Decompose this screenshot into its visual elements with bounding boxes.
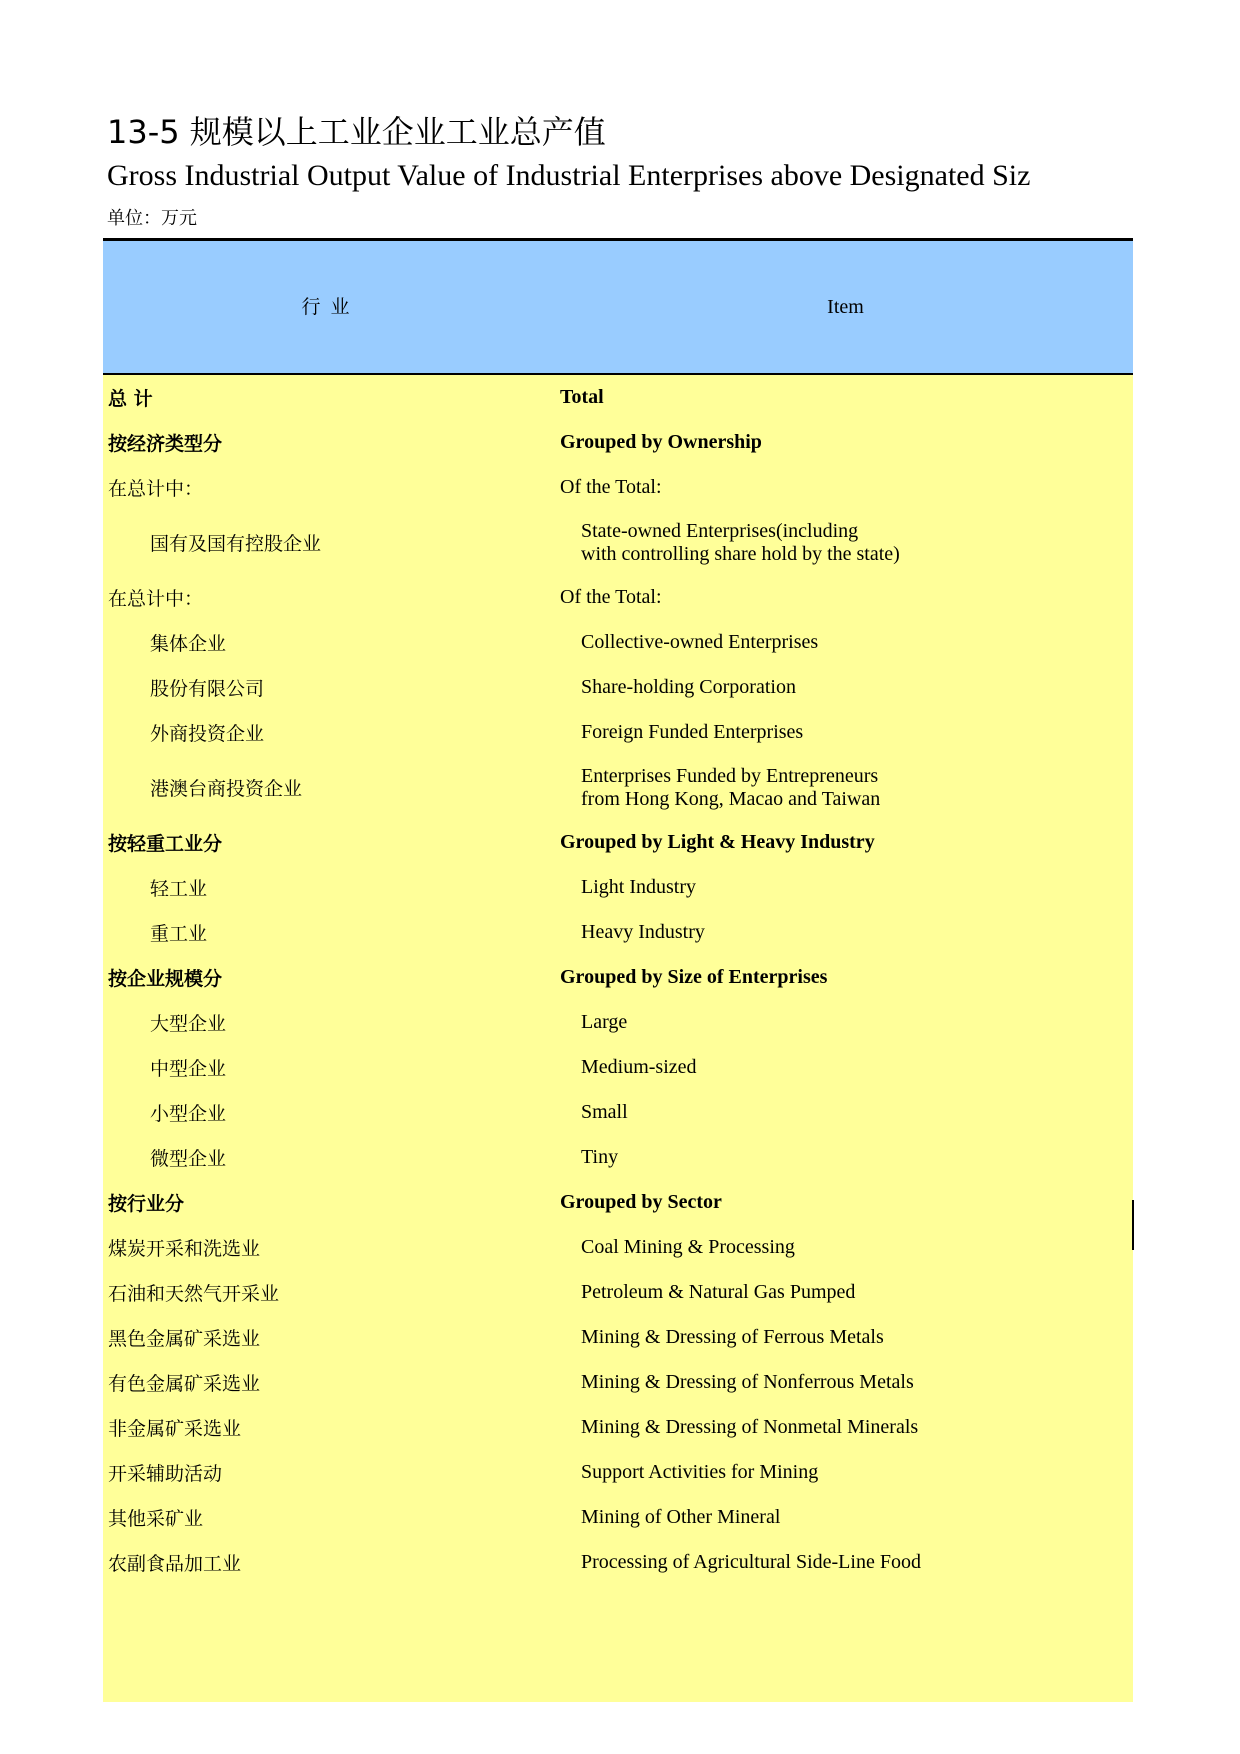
table-row bbox=[103, 1495, 1133, 1540]
row-label-cn: 外商投资企业 bbox=[150, 723, 265, 745]
table-row bbox=[103, 1045, 1133, 1090]
row-label-en: Grouped by Light & Heavy Industry bbox=[560, 831, 875, 853]
row-label-en: Mining of Other Mineral bbox=[581, 1506, 781, 1528]
row-label-cn: 农副食品加工业 bbox=[108, 1553, 242, 1575]
table-row bbox=[103, 1135, 1133, 1180]
table-row bbox=[103, 465, 1133, 510]
section-heading-row bbox=[103, 955, 1133, 1000]
row-label-cn: 在总计中： bbox=[108, 588, 204, 610]
table-row bbox=[103, 755, 1133, 820]
row-label-cn: 按轻重工业分 bbox=[108, 833, 223, 855]
row-label-cn: 轻工业 bbox=[150, 878, 208, 900]
row-label-en: Large bbox=[581, 1011, 628, 1033]
row-label-cn: 石油和天然气开采业 bbox=[108, 1283, 280, 1305]
row-label-en: Tiny bbox=[581, 1146, 619, 1168]
page-title-chinese: 13-5 规模以上工业企业工业总产值 bbox=[107, 113, 606, 151]
row-label-cn: 按行业分 bbox=[108, 1193, 185, 1215]
row-label-en: Enterprises Funded by Entrepreneurs from Hong Kong, Macao and Taiwan bbox=[581, 764, 881, 810]
row-label-en: Share-holding Corporation bbox=[581, 676, 796, 698]
row-label-en: Small bbox=[581, 1101, 628, 1123]
row-label-cn: 国有及国有控股企业 bbox=[150, 533, 322, 555]
section-heading-row bbox=[103, 1180, 1133, 1225]
row-label-cn: 在总计中： bbox=[108, 478, 204, 500]
row-label-cn: 按经济类型分 bbox=[108, 433, 223, 455]
row-label-en: Mining & Dressing of Ferrous Metals bbox=[581, 1326, 884, 1348]
table-row bbox=[103, 665, 1133, 710]
row-label-en: Mining & Dressing of Nonferrous Metals bbox=[581, 1371, 914, 1393]
row-label-en: Of the Total: bbox=[560, 586, 662, 608]
table-row bbox=[103, 1540, 1133, 1585]
unit-label: 单位：万元 bbox=[107, 208, 197, 229]
row-label-cn: 集体企业 bbox=[150, 633, 227, 655]
table-row bbox=[103, 910, 1133, 955]
row-label-cn: 总 计 bbox=[108, 388, 153, 410]
table-row bbox=[103, 575, 1133, 620]
table-row bbox=[103, 1360, 1133, 1405]
row-label-en: Mining & Dressing of Nonmetal Minerals bbox=[581, 1416, 919, 1438]
row-label-cn: 非金属矿采选业 bbox=[108, 1418, 242, 1440]
table-row bbox=[103, 1225, 1133, 1270]
row-label-en: Heavy Industry bbox=[581, 921, 705, 943]
row-label-cn: 煤炭开采和洗选业 bbox=[108, 1238, 261, 1260]
table-row bbox=[103, 620, 1133, 665]
row-label-en: Grouped by Ownership bbox=[560, 431, 762, 453]
row-label-en: Grouped by Sector bbox=[560, 1191, 722, 1213]
row-label-cn: 其他采矿业 bbox=[108, 1508, 204, 1530]
table-row bbox=[103, 1270, 1133, 1315]
table-row bbox=[103, 865, 1133, 910]
header-industry-cn: 行业 bbox=[301, 296, 360, 318]
table-row bbox=[103, 1090, 1133, 1135]
row-label-cn: 大型企业 bbox=[150, 1013, 227, 1035]
row-label-cn: 有色金属矿采选业 bbox=[108, 1373, 261, 1395]
row-label-cn: 按企业规模分 bbox=[108, 968, 223, 990]
table-row bbox=[103, 510, 1133, 575]
table-row bbox=[103, 1405, 1133, 1450]
table-body bbox=[103, 375, 1133, 1702]
row-label-cn: 股份有限公司 bbox=[150, 678, 265, 700]
table-row bbox=[103, 1450, 1133, 1495]
row-label-en: State-owned Enterprises(including with controlling share hold by the state) bbox=[581, 519, 900, 565]
section-heading-row bbox=[103, 820, 1133, 865]
row-label-cn: 中型企业 bbox=[150, 1058, 227, 1080]
header-item-en: Item bbox=[827, 296, 864, 318]
row-label-cn: 重工业 bbox=[150, 923, 208, 945]
row-label-en: Collective-owned Enterprises bbox=[581, 631, 819, 653]
table-row bbox=[103, 1315, 1133, 1360]
row-label-en: Foreign Funded Enterprises bbox=[581, 721, 804, 743]
row-label-en: Grouped by Size of Enterprises bbox=[560, 966, 828, 988]
table-row bbox=[103, 710, 1133, 755]
row-label-en: Light Industry bbox=[581, 876, 696, 898]
row-label-cn: 小型企业 bbox=[150, 1103, 227, 1125]
row-label-en: Medium-sized bbox=[581, 1056, 697, 1078]
row-label-en: Processing of Agricultural Side-Line Food bbox=[581, 1551, 921, 1573]
section-heading-row bbox=[103, 420, 1133, 465]
cell-border-mark bbox=[1132, 1200, 1134, 1250]
row-label-en: Total bbox=[560, 386, 604, 408]
row-label-en: Of the Total: bbox=[560, 476, 662, 498]
row-label-cn: 微型企业 bbox=[150, 1148, 227, 1170]
row-label-cn: 港澳台商投资企业 bbox=[150, 778, 303, 800]
section-heading-row bbox=[103, 375, 1133, 420]
row-label-en: Support Activities for Mining bbox=[581, 1461, 819, 1483]
table-header bbox=[103, 241, 1133, 375]
page-title-english: Gross Industrial Output Value of Industrial Enterprises above Designated Siz bbox=[107, 159, 1031, 192]
row-label-cn: 黑色金属矿采选业 bbox=[108, 1328, 261, 1350]
row-label-cn: 开采辅助活动 bbox=[108, 1463, 223, 1485]
table-row bbox=[103, 1000, 1133, 1045]
row-label-en: Petroleum & Natural Gas Pumped bbox=[581, 1281, 856, 1303]
row-label-en: Coal Mining & Processing bbox=[581, 1236, 795, 1258]
